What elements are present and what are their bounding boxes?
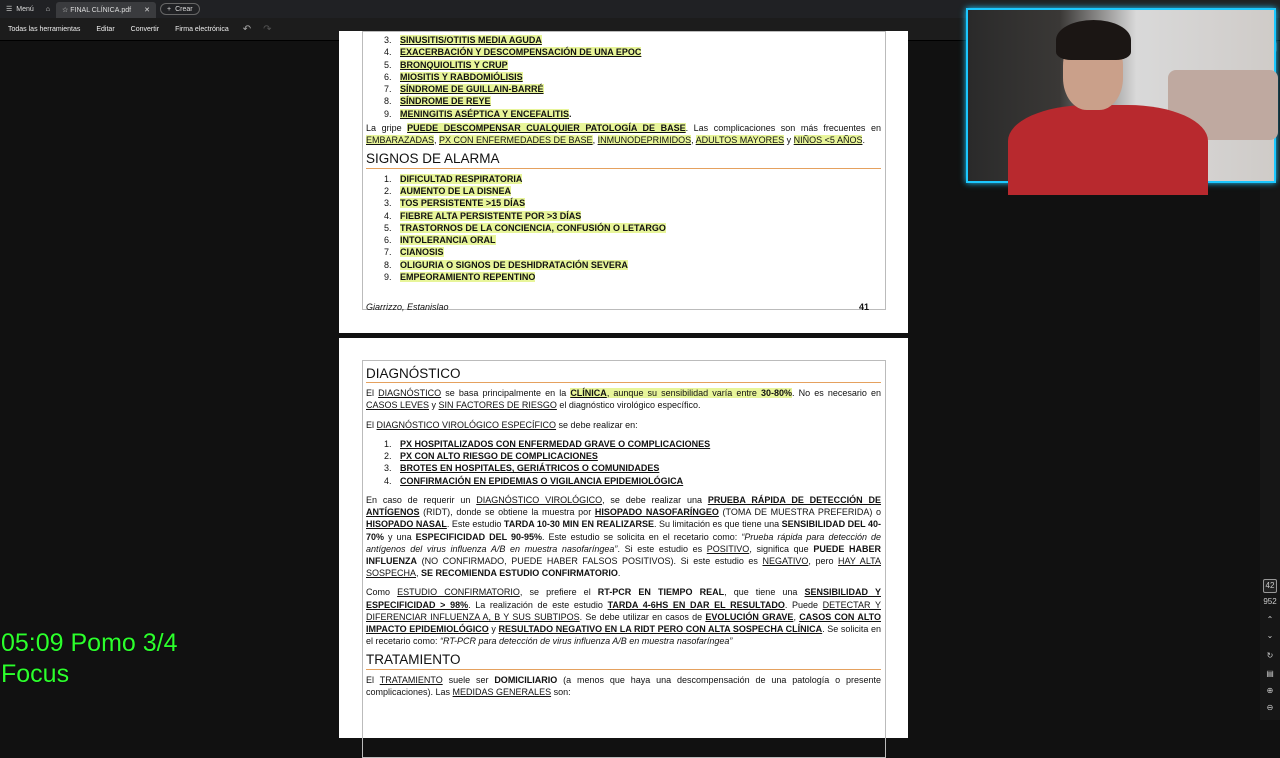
- webcam-person-hair: [1056, 20, 1131, 60]
- list-item: 2. PX CON ALTO RIESGO DE COMPLICACIONES: [384, 451, 598, 462]
- all-tools-button[interactable]: Todas las herramientas: [8, 25, 81, 33]
- webcam-overlay: [966, 8, 1276, 183]
- pomodoro-mode: Focus: [1, 660, 70, 688]
- undo-icon[interactable]: ↶: [242, 23, 252, 35]
- paragraph-virologico: El DIAGNÓSTICO VIROLÓGICO ESPECÍFICO se debe realizar en:: [366, 419, 638, 430]
- virologic-indications-list: [366, 438, 881, 487]
- list-item: 5. BRONQUIOLITIS Y CRUP: [384, 59, 508, 70]
- list-item: 8. OLIGURIA O SIGNOS DE DESHIDRATACIÓN SEVERA: [384, 259, 628, 270]
- tab-document[interactable]: [56, 2, 156, 18]
- hamburger-icon: ☰: [6, 6, 13, 13]
- sign-button[interactable]: Firma electrónica: [175, 25, 229, 33]
- webcam-person-body: [1008, 105, 1208, 195]
- list-item: 2. AUMENTO DE LA DISNEA: [384, 185, 512, 196]
- chevron-down-icon[interactable]: ⌄: [1266, 631, 1274, 640]
- list-item: 3. SINUSITIS/OTITIS MEDIA AGUDA: [384, 35, 542, 45]
- list-item: 4. CONFIRMACIÓN EN EPIDEMIAS O VIGILANCIA EPIDEMIOLÓGICA: [384, 475, 684, 486]
- list-item: 1. DIFICULTAD RESPIRATORIA: [384, 173, 523, 184]
- pomodoro-timer: [1, 628, 178, 690]
- heading-signos-alarma: SIGNOS DE ALARMA: [366, 153, 881, 168]
- home-button[interactable]: [40, 0, 56, 18]
- page-total: 952: [1263, 597, 1277, 606]
- paragraph-tratamiento: El TRATAMIENTO suele ser DOMICILIARIO (a menos que haya una descompensación de una patología o presente complicaciones). Las MEDIDAS GENERALES son:: [366, 674, 881, 697]
- menu-label: Menú: [16, 5, 34, 13]
- heading-tratamiento: TRATAMIENTO: [366, 654, 881, 669]
- list-item: 7. SÍNDROME DE GUILLAIN-BARRÉ: [384, 84, 544, 95]
- page-content: [366, 362, 881, 705]
- complications-list: [366, 34, 881, 120]
- list-item: 4. FIEBRE ALTA PERSISTENTE POR >3 DÍAS: [384, 210, 582, 221]
- home-icon: ⌂: [45, 5, 51, 13]
- list-item: 8. SÍNDROME DE REYE: [384, 96, 491, 107]
- create-button[interactable]: [160, 3, 200, 15]
- paragraph-ridt: En caso de requerir un DIAGNÓSTICO VIROLÓGICO, se debe realizar una PRUEBA RÁPIDA DE DETECCIÓN DE ANTÍGENOS (RIDT), donde se obtiene la muestra por HISOPADO NASOFARÍNGEO (TOMA DE MUESTRA PREFERIDA) o HISOPADO NASAL. Este estudio TARDA 10-30 MIN EN REALIZARSE. Su limitación es que tiene una SENSIBILIDAD DEL 40-70% y una ESPECIFICIDAD DEL 90-95%. Este estudio se solicita en el recetario como: “Prueba rápida para detección de antígenos del virus influenza A/B en muestra nasofaríngea”. Si este estudio es POSITIVO, significa que PUEDE HABER INFLUENZA (NO CONFIRMADO, PUEDE HABER FALSOS POSITIVOS). Si este estudio es NEGATIVO, pero HAY ALTA SOSPECHA, SE RECOMIENDA ESTUDIO CONFIRMATORIO.: [366, 495, 882, 579]
- page-footer: [366, 302, 869, 312]
- list-item: 5. TRASTORNOS DE LA CONCIENCIA, CONFUSIÓN O LETARGO: [384, 222, 666, 233]
- zoom-out-icon[interactable]: ⊖: [1266, 703, 1274, 712]
- tab-title: FINAL CLÍNICA.pdf: [70, 7, 132, 14]
- chevron-up-icon[interactable]: ⌃: [1266, 615, 1274, 624]
- list-item: 4. EXACERBACIÓN Y DESCOMPENSACIÓN DE UNA EPOC: [384, 47, 642, 58]
- pdf-page-41: [339, 31, 908, 333]
- list-item: 9. EMPEORAMIENTO REPENTINO: [384, 272, 536, 283]
- page-content: [366, 34, 881, 283]
- heading-diagnostico: DIAGNÓSTICO: [366, 368, 881, 383]
- paragraph-diagnostico: El DIAGNÓSTICO se basa principalmente en la CLÍNICA, aunque su sensibilidad varía entre 30-80%. No es necesario en CASOS LEVES y SIN FACTORES DE RIESGO el diagnóstico virológico específico.: [366, 388, 881, 411]
- pomodoro-time: 05:09 Pomo 3/4: [1, 629, 178, 657]
- plus-icon: +: [167, 5, 172, 13]
- paragraph-gripe: La gripe PUEDE DESCOMPENSAR CUALQUIER PATOLOGÍA DE BASE. Las complicaciones son más frecuentes en EMBARAZADAS, PX CON ENFERMEDADES DE BASE, INMUNODEPRIMIDOS, ADULTOS MAYORES y NIÑOS <5 AÑOS.: [366, 123, 881, 146]
- convert-button[interactable]: Convertir: [130, 25, 160, 33]
- paragraph-rtpcr: Como ESTUDIO CONFIRMATORIO, se prefiere el RT-PCR EN TIEMPO REAL, que tiene una SENSIBILIDAD Y ESPECIFICIDAD > 98%. La realización de este estudio TARDA 4-6HS EN DAR EL RESULTADO. Puede DETECTAR Y DIFERENCIAR INFLUENZA A, B Y SUS SUBTIPOS. Se debe utilizar en casos de EVOLUCIÓN GRAVE, CASOS CON ALTO IMPACTO EPIDEMIOLÓGICO y RESULTADO NEGATIVO EN LA RIDT PERO CON ALTA SOSPECHA CLÍNICA. Se solicita en el recetario como: “RT-PCR para detección de virus influenza A/B en muestra nasofaríngea”: [366, 587, 882, 647]
- list-item: 3. TOS PERSISTENTE >15 DÍAS: [384, 198, 526, 209]
- footer-author: Giarrizzo, Estanislao: [366, 302, 449, 312]
- footer-page-number: 41: [858, 302, 869, 312]
- refresh-icon[interactable]: ↻: [1266, 651, 1274, 660]
- list-item: 6. MIOSITIS Y RABDOMIÓLISIS: [384, 71, 523, 82]
- list-item: 9. MENINGITIS ASÉPTICA Y ENCEFALITIS.: [384, 108, 572, 119]
- zoom-in-icon[interactable]: ⊕: [1266, 686, 1274, 695]
- page-number-input[interactable]: 42: [1263, 579, 1277, 593]
- list-item: 3. BROTES EN HOSPITALES, GERIÁTRICOS O COMUNIDADES: [384, 463, 660, 474]
- edit-button[interactable]: Editar: [96, 25, 115, 33]
- close-tab-icon[interactable]: ✕: [144, 7, 151, 14]
- create-label: Crear: [175, 5, 193, 13]
- list-item: 1. PX HOSPITALIZADOS CON ENFERMEDAD GRAVE O COMPLICACIONES: [384, 438, 711, 449]
- redo-icon[interactable]: ↷: [263, 23, 272, 35]
- list-item: 7. CIANOSIS: [384, 247, 444, 258]
- pdf-page-42: [339, 338, 908, 738]
- document-icon[interactable]: ▤: [1266, 669, 1274, 678]
- star-icon[interactable]: ☆: [62, 7, 69, 14]
- list-item: 6. INTOLERANCIA ORAL: [384, 235, 496, 246]
- menu-button[interactable]: [0, 0, 40, 18]
- alarm-signs-list: [366, 173, 881, 284]
